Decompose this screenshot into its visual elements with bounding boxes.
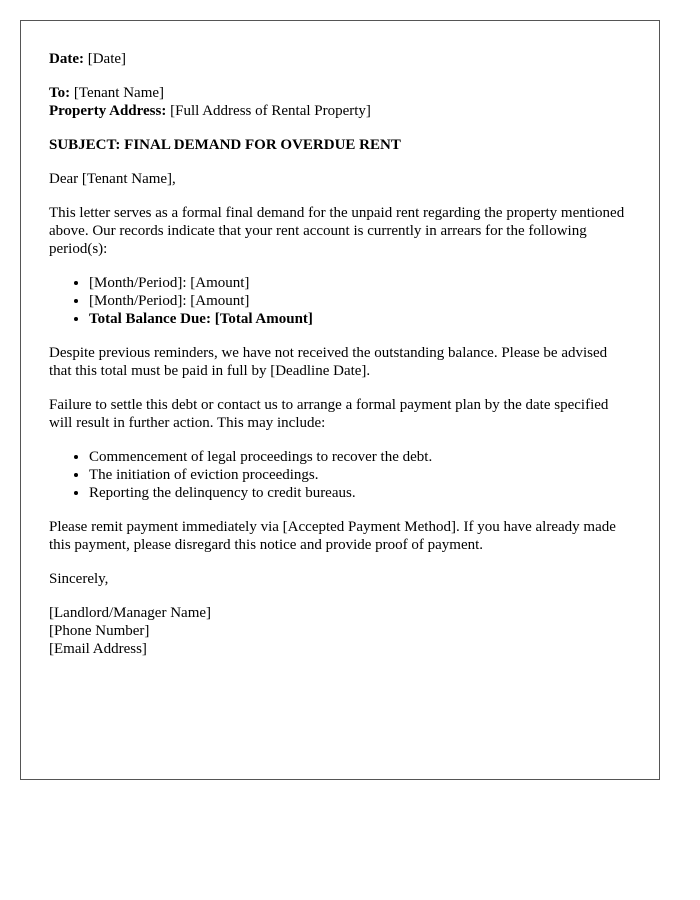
list-item: • The initiation of eviction proceedings. <box>89 466 631 484</box>
reminder-paragraph: Despite previous reminders, we have not received the outstanding balance. Please be advised that this total must be paid in full by [Deadline Date]. <box>49 345 608 379</box>
list-item: • Reporting the delinquency to credit bureaus. <box>89 484 631 502</box>
to-label: To: <box>49 85 71 101</box>
letter-page <box>20 20 660 780</box>
tenant-name: [Tenant Name] <box>73 85 165 101</box>
list-item: • Commencement of legal proceedings to recover the debt. <box>89 448 631 466</box>
date-line <box>49 50 631 68</box>
warning-paragraph: Failure to settle this debt or contact us to arrange a formal payment plan by the date specified will result in further action. This may include: <box>49 397 609 431</box>
property-line <box>49 102 631 120</box>
actions-list <box>49 448 631 502</box>
property-label: Property Address: <box>49 103 167 119</box>
total-balance-text: Total Balance Due: [Total Amount] <box>89 311 313 327</box>
date-value: [Date] <box>87 51 127 67</box>
date-label: Date: <box>49 51 84 67</box>
to-line <box>49 84 631 102</box>
total-balance-item <box>89 310 631 328</box>
property-address: [Full Address of Rental Property] <box>170 103 371 119</box>
list-item: • [Month/Period]: [Amount] <box>89 292 631 310</box>
salutation: Dear [Tenant Name], <box>49 171 176 187</box>
signature-block <box>49 604 631 658</box>
subject-text: SUBJECT: FINAL DEMAND FOR OVERDUE RENT <box>49 137 401 153</box>
list-item: • [Month/Period]: [Amount] <box>89 274 631 292</box>
remit-paragraph: Please remit payment immediately via [Accepted Payment Method]. If you have already made this payment, please disregard this notice and provide proof of payment. <box>49 519 616 553</box>
closing: Sincerely, <box>49 571 109 587</box>
signature-name: [Landlord/Manager Name] <box>49 605 212 621</box>
intro-paragraph: This letter serves as a formal final demand for the unpaid rent regarding the property mentioned above. Our records indicate that your rent account is currently in arrears for the following period(s): <box>49 205 625 257</box>
signature-phone: [Phone Number] <box>49 623 150 639</box>
arrears-list <box>49 274 631 328</box>
signature-email: [Email Address] <box>49 641 147 657</box>
subject-line <box>49 136 631 154</box>
